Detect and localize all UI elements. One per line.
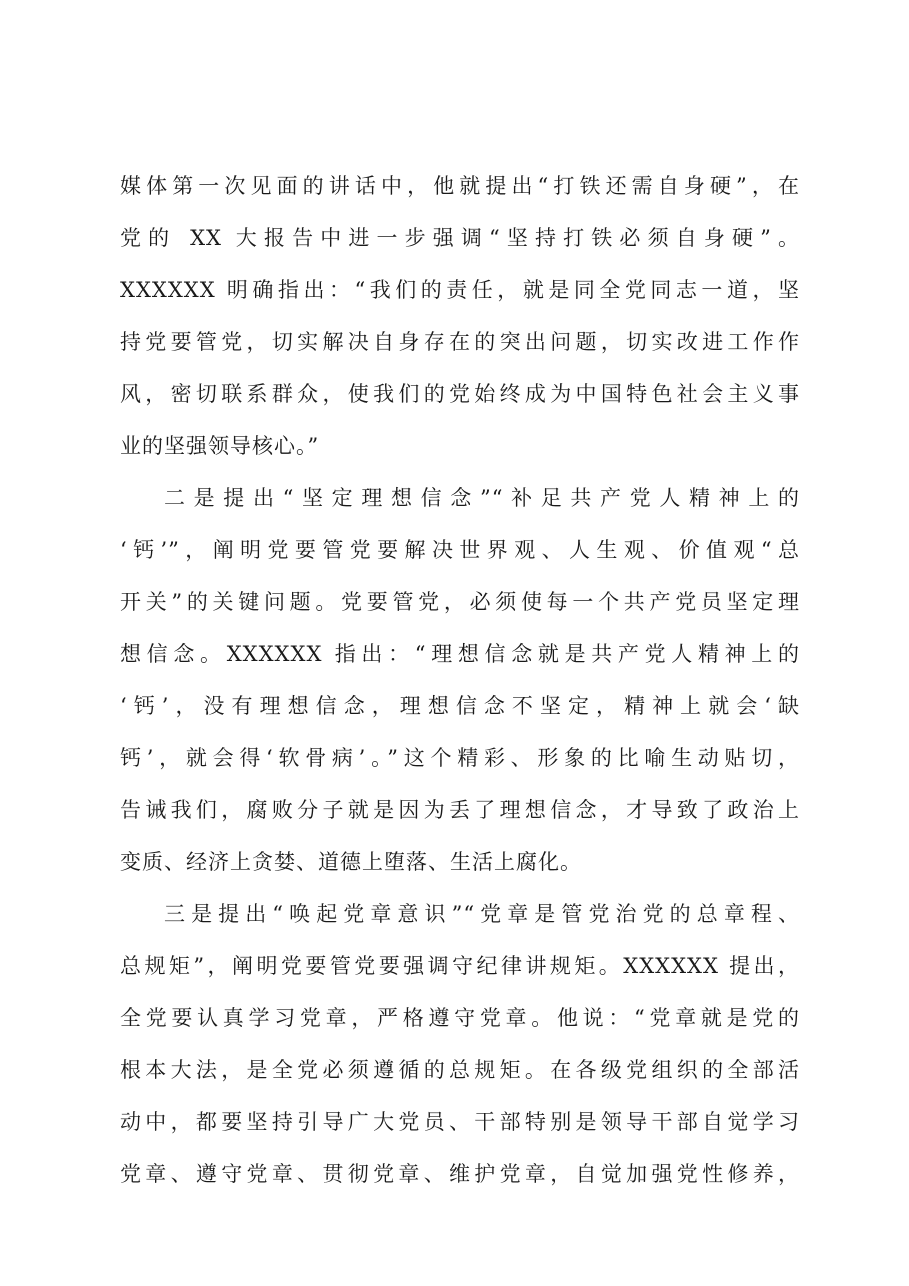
text-line: 持党要管党，切实解决自身存在的突出问题，切实改进工作作 xyxy=(120,330,800,354)
text-line: 党章、遵守党章、贯彻党章、维护党章，自觉加强党性修养， xyxy=(120,1162,800,1186)
text-line: XXXXXX 明确指出：“我们的责任，就是同全党同志一道，坚 xyxy=(120,278,800,302)
text-line: 三是提出“唤起党章意识”“党章是管党治党的总章程、 xyxy=(164,902,800,926)
text-line: 业的坚强领导核心。” xyxy=(120,434,320,458)
text-line: 媒体第一次见面的讲话中，他就提出“打铁还需自身硬”，在 xyxy=(120,174,800,198)
document-body xyxy=(120,160,800,1200)
paragraph-3 xyxy=(120,888,800,1200)
text-line: 动中，都要坚持引导广大党员、干部特别是领导干部自觉学习 xyxy=(120,1110,800,1134)
text-line: 变质、经济上贪婪、道德上堕落、生活上腐化。 xyxy=(120,850,582,874)
text-line: 风，密切联系群众，使我们的党始终成为中国特色社会主义事 xyxy=(120,382,800,406)
text-line: 根本大法，是全党必须遵循的总规矩。在各级党组织的全部活 xyxy=(120,1058,800,1082)
text-line: 党的 XX 大报告中进一步强调“坚持打铁必须自身硬”。 xyxy=(120,226,800,250)
text-line: 想信念。XXXXXX 指出：“理想信念就是共产党人精神上的 xyxy=(120,642,800,666)
text-line: 二是提出“坚定理想信念”“补足共产党人精神上的 xyxy=(164,486,800,510)
text-line: 总规矩”，阐明党要管党要强调守纪律讲规矩。XXXXXX 提出， xyxy=(120,954,800,978)
text-line: 开关”的关键问题。党要管党，必须使每一个共产党员坚定理 xyxy=(120,590,800,614)
paragraph-1 xyxy=(120,160,800,472)
text-line: ‘钙’，没有理想信念，理想信念不坚定，精神上就会‘缺 xyxy=(120,694,800,718)
text-line: ‘钙’”，阐明党要管党要解决世界观、人生观、价值观“总 xyxy=(120,538,800,562)
text-line: 告诫我们，腐败分子就是因为丢了理想信念，才导致了政治上 xyxy=(120,798,800,822)
paragraph-2 xyxy=(120,472,800,888)
text-line: 全党要认真学习党章，严格遵守党章。他说：“党章就是党的 xyxy=(120,1006,800,1030)
text-line: 钙’，就会得‘软骨病’。”这个精彩、形象的比喻生动贴切， xyxy=(120,746,800,770)
